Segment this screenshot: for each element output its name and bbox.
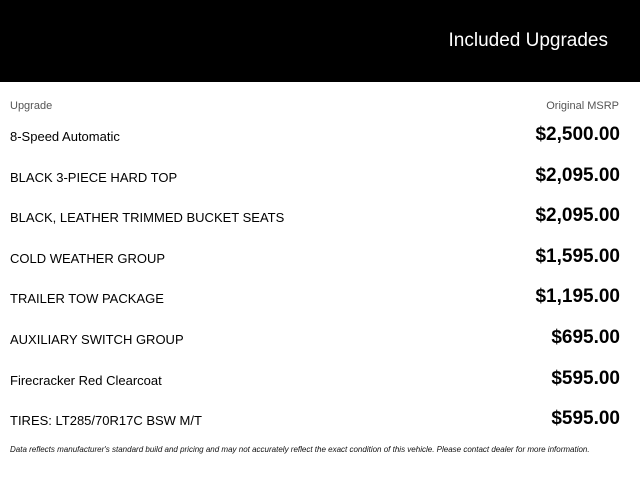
disclaimer-text: Data reflects manufacturer's standard build and pricing and may not accurately reflect the exact condition of this vehicle. Please contact dealer for more information. [10,445,590,454]
upgrade-price: $1,195.00 [535,286,620,308]
list-item [0,277,640,318]
list-item [0,156,640,197]
upgrade-price: $2,500.00 [535,124,620,145]
list-item [0,115,640,156]
upgrade-name: Firecracker Red Clearcoat [10,372,162,388]
header-bar [0,0,640,82]
upgrade-name: BLACK 3-PIECE HARD TOP [10,169,178,185]
upgrade-name: BLACK, LEATHER TRIMMED BUCKET SEATS [10,210,285,226]
upgrade-price: $1,595.00 [535,245,620,267]
list-item [0,237,640,278]
upgrade-price: $595.00 [551,408,620,430]
upgrades-list [0,115,640,440]
list-item [0,318,640,359]
upgrade-price: $595.00 [551,367,620,389]
upgrade-name: TIRES: LT285/70R17C BSW M/T [10,413,202,429]
upgrade-name: COLD WEATHER GROUP [10,250,166,266]
list-item [0,399,640,440]
upgrade-price: $2,095.00 [535,164,620,186]
upgrade-name: 8-Speed Automatic [10,129,120,144]
upgrade-price: $2,095.00 [535,205,620,227]
upgrade-name: TRAILER TOW PACKAGE [10,291,164,307]
column-header-msrp: Original MSRP [546,100,619,112]
list-item [0,196,640,237]
list-item [0,359,640,400]
upgrade-price: $695.00 [551,326,620,348]
upgrade-name: AUXILIARY SWITCH GROUP [10,331,184,347]
column-header-upgrade: Upgrade [10,100,53,112]
page-title: Included Upgrades [448,30,608,51]
